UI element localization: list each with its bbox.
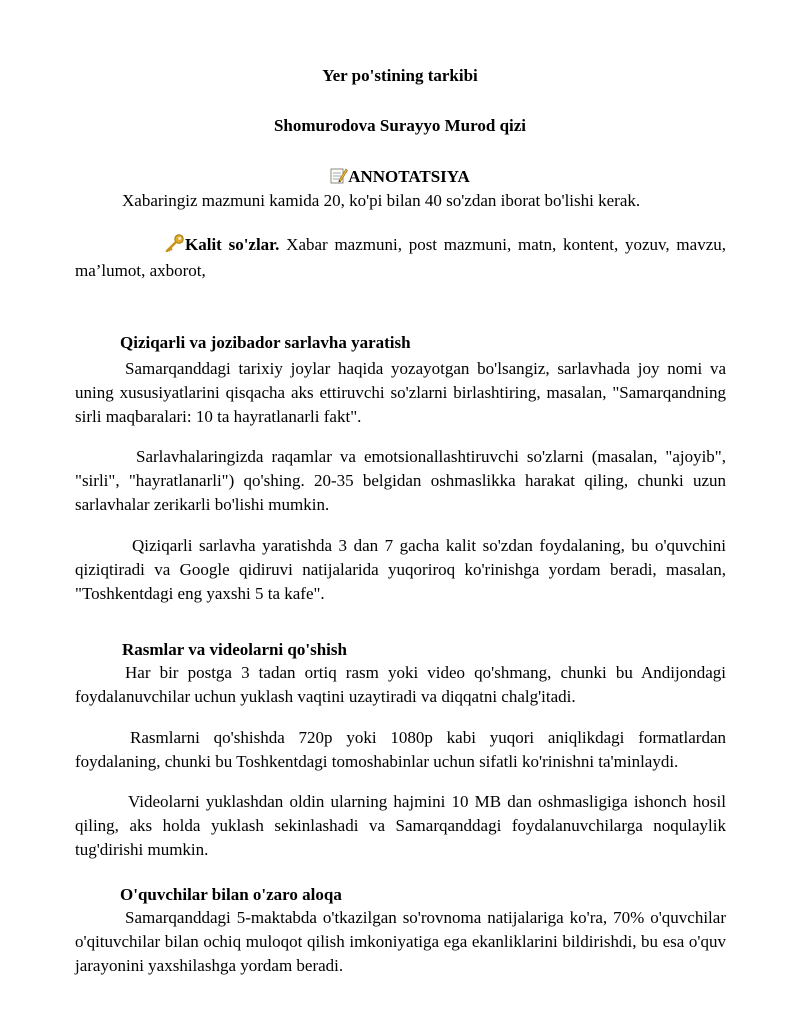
key-icon (120, 234, 185, 259)
annotation-text: Xabaringiz mazmuni kamida 20, ko'pi bilan 40 so'zdan iborat bo'lishi kerak. (122, 191, 641, 210)
section-paragraph: Rasmlarni qo'shishda 720p yoki 1080p kabi yuqori aniqlikdagi formatlardan foydalaning, chunki bu Toshkentdagi tomoshabinlar uchun sifatli ko'rinishni ta'minlaydi. (75, 728, 726, 771)
section-paragraph: Samarqanddagi tarixiy joylar haqida yozayotgan bo'lsangiz, sarlavhada joy nomi va uning xususiyatlarini qisqacha aks ettiruvchi so'zlarni birlashtiring, masalan, "Samarqandning sirli maqbaralari: 10 ta hayratlanarli fakt". (75, 359, 726, 426)
section-heading: Rasmlar va videolarni qo'shish (122, 640, 347, 659)
document-title: Yer po'stining tarkibi (322, 66, 478, 85)
section-heading: O'quvchilar bilan o'zaro aloqa (120, 885, 342, 904)
section-paragraph: Samarqanddagi 5-maktabda o'tkazilgan so'rovnoma natijalariga ko'ra, 70% o'quvchilar o'qituvchilar bilan ochiq muloqot qilish imkoniyatiga ega ekanliklarini bildirishdi, bu esa o'quv jarayonini yaxshilashga yordam beradi. (75, 908, 726, 975)
annotation-heading-row (0, 166, 800, 189)
section-paragraph: Videolarni yuklashdan oldin ularning hajmini 10 MB dan oshmasligiga ishonch hosil qiling, aks holda yuklash sekinlashadi va Samarqanddagi foydalanuvchilarga noqulaylik tug'dirishi mumkin. (75, 792, 726, 859)
author-name: Shomurodova Surayyo Murod qizi (273, 116, 527, 135)
keywords-label: Kalit so'zlar. (185, 235, 280, 254)
keywords-paragraph (75, 233, 726, 283)
section-paragraph: Sarlavhalaringizda raqamlar va emotsionallashtiruvchi so'zlarni (masalan, "ajoyib", "sirli", "hayratlanarli") qo'shing. 20-35 belgidan oshmaslikka harakat qiling, chunki uzun sarlavhalar zerikarli bo'lishi mumkin. (75, 447, 726, 514)
keywords-text: Xabar mazmuni, post mazmuni, matn, kontent, yozuv, mavzu, ma’lumot, axborot, (75, 235, 726, 280)
annotation-heading: ANNOTATSIYA (348, 167, 470, 186)
section-paragraph: Qiziqarli sarlavha yaratishda 3 dan 7 gacha kalit so'zdan foydalaning, bu o'quvchini qiziqtiradi va Google qidiruvi natijalarida yuqoriroq ko'rinishga yordam beradi, masalan, "Toshkentdagi eng yaxshi 5 ta kafe". (75, 536, 726, 603)
section-paragraph: Har bir postga 3 tadan ortiq rasm yoki video qo'shmang, chunki bu Andijondagi foydalanuvchilar uchun yuklash vaqtini uzaytiradi va diqqatni chalg'itadi. (75, 663, 726, 706)
note-pencil-icon (330, 166, 348, 189)
section-heading: Qiziqarli va jozibador sarlavha yaratish (120, 333, 411, 352)
